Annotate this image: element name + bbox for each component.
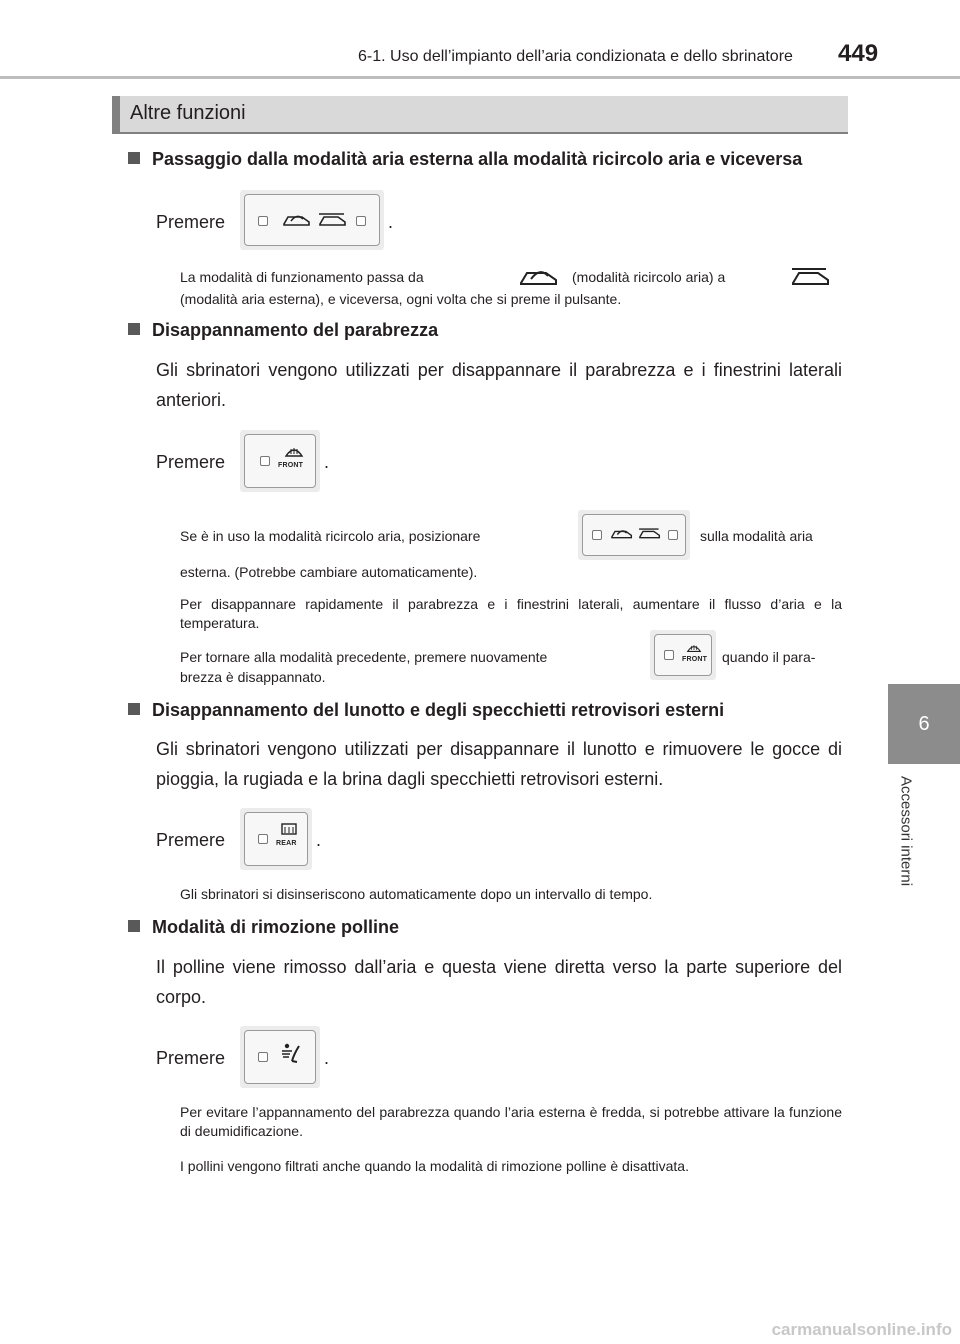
pollen-note2: I pollini vengono filtrati anche quando la modalità di rimozione polline è disattivata. [180, 1158, 689, 1174]
pollen-heading: Modalità di rimozione polline [128, 917, 399, 938]
front-defog-body: Gli sbrinatori vengono utilizzati per disappannare il parabrezza e i finestrini laterali anteriori. [156, 360, 842, 410]
rear-defroster-icon [280, 822, 298, 836]
page-number: 449 [838, 40, 879, 67]
front-defroster-icon [284, 444, 304, 458]
recirc-note-line1: La modalità di funzionamento passa da [180, 269, 424, 285]
recirc-period: . [388, 212, 394, 232]
front-defog-period: . [324, 452, 330, 472]
front-defroster-icon [686, 642, 702, 653]
rear-defog-note: Gli sbrinatori si disinseriscono automaticamente dopo un intervallo di tempo. [180, 886, 653, 902]
recirc-car-icon [282, 210, 312, 228]
front-note1-part2: sulla modalità aria [700, 528, 813, 544]
front-note3-part2: quando il para- [722, 649, 816, 665]
bullet-square-icon [128, 323, 140, 335]
rear-defog-button-image [240, 808, 312, 870]
recirc-note-mid: (modalità ricircolo aria) a [572, 269, 726, 285]
recirc-button-image [240, 190, 384, 250]
bullet-square-icon [128, 920, 140, 932]
rear-defog-premere: Premere [156, 830, 226, 850]
front-defog-button-image [240, 430, 320, 492]
pollen-period: . [324, 1048, 330, 1068]
front-note2: Per disappannare rapidamente il parabrezza e i finestrini laterali, aumentare il flusso d’aria e la temperatura. [180, 596, 842, 631]
front-button-label: FRONT [278, 462, 304, 469]
rear-defog-heading: Disappannamento del lunotto e degli specchietti retrovisori esterni [128, 700, 724, 721]
pollen-premere: Premere [156, 1048, 226, 1068]
fresh-air-car-icon [318, 210, 348, 228]
pollen-body: Il polline viene rimosso dall’aria e questa viene diretta verso la parte superiore del corpo. [156, 957, 842, 1007]
section-header [112, 96, 848, 134]
front-defog-heading: Disappannamento del parabrezza [128, 320, 438, 341]
rear-button-label: REAR [276, 840, 297, 847]
rear-defog-body: Gli sbrinatori vengono utilizzati per disappannare il lunotto e rimuovere le gocce di pioggia, la rugiada e la brina dagli specchietti retrovisori esterni. [156, 739, 842, 789]
watermark: carmanualsonline.info [771, 1320, 952, 1339]
front-defog-premere: Premere [156, 452, 226, 472]
front-note3-part3: brezza è disappannato. [180, 669, 326, 685]
fresh-air-car-icon [790, 264, 834, 288]
chapter-number: 6 [918, 712, 930, 735]
rear-defog-period: . [316, 830, 322, 850]
recirc-car-icon [610, 526, 634, 540]
recirc-premere: Premere [156, 212, 226, 232]
recirc-car-icon [518, 264, 560, 288]
fresh-air-car-icon [638, 526, 662, 540]
chapter-tab [888, 684, 960, 764]
section-title: Altre funzioni [130, 102, 246, 124]
pollen-note1: Per evitare l’appannamento del parabrezza quando l’aria esterna è fredda, si potrebbe attivare la funzione di deumidificazione. [180, 1104, 842, 1139]
recirc-note-line2: (modalità aria esterna), e viceversa, ogni volta che si preme il pulsante. [180, 291, 622, 307]
bullet-square-icon [128, 152, 140, 164]
pollen-removal-icon [280, 1042, 302, 1064]
chapter-label: Accessori interni [897, 776, 915, 887]
front-note3-part1: Per tornare alla modalità precedente, premere nuovamente [180, 649, 548, 665]
recirc-heading: Passaggio dalla modalità aria esterna alla modalità ricircolo aria e viceversa [128, 149, 802, 170]
front-note1-part1: Se è in uso la modalità ricircolo aria, posizionare [180, 528, 481, 544]
front-note1-part3: esterna. (Potrebbe cambiare automaticamente). [180, 564, 478, 580]
header-title: 6-1. Uso dell’impianto dell’aria condizionata e dello sbrinatore [358, 48, 793, 65]
front-button-label: FRONT [682, 656, 708, 663]
bullet-square-icon [128, 703, 140, 715]
recirc-button-image-small [578, 510, 690, 560]
pollen-button-image [240, 1026, 320, 1088]
header-rule [0, 76, 960, 79]
